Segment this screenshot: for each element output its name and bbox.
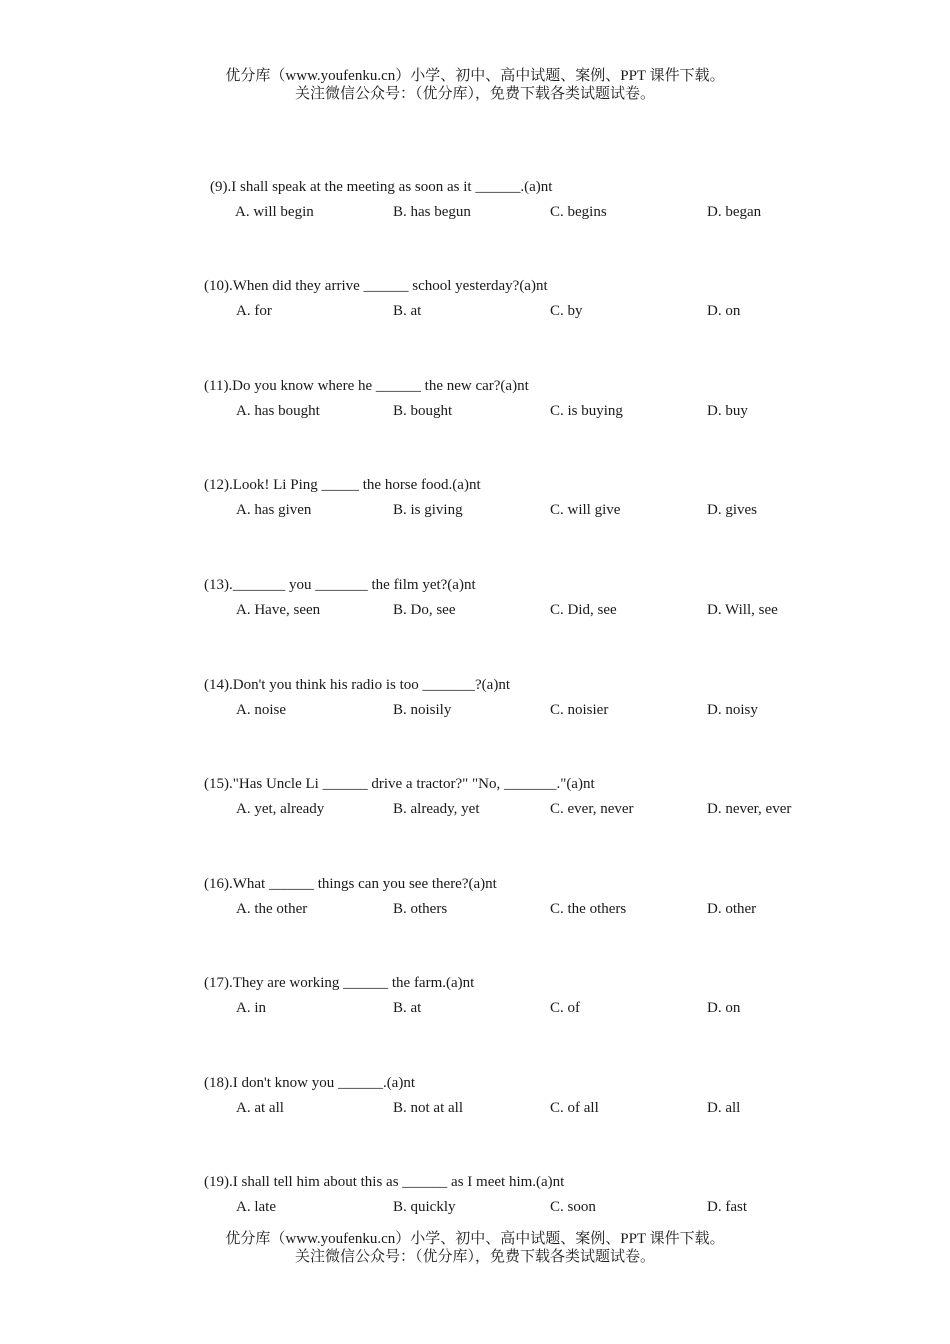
option-a: A. for <box>236 303 272 319</box>
option-a: A. has bought <box>236 403 320 419</box>
question-9 <box>0 178 950 228</box>
option-c: C. soon <box>550 1199 596 1215</box>
option-b: B. bought <box>393 403 453 419</box>
option-d: D. noisy <box>707 702 758 718</box>
option-c: C. is buying <box>550 403 623 419</box>
option-c: C. ever, never <box>550 801 634 817</box>
option-d: D. Will, see <box>707 602 778 618</box>
question-text: (14).Don't you think his radio is too _______?(a)nt <box>204 677 510 693</box>
question-text: (13)._______ you _______ the film yet?(a)nt <box>204 577 476 593</box>
option-d: D. all <box>707 1100 741 1116</box>
question-text: (11).Do you know where he ______ the new car?(a)nt <box>204 378 529 394</box>
question-13 <box>0 576 950 626</box>
option-c: C. by <box>550 303 583 319</box>
option-d: D. fast <box>707 1199 747 1215</box>
page-header <box>0 67 950 103</box>
question-text: (18).I don't know you ______.(a)nt <box>204 1075 416 1091</box>
question-text: (16).What ______ things can you see there?(a)nt <box>204 876 497 892</box>
question-14 <box>0 676 950 726</box>
option-b: B. at <box>393 303 422 319</box>
option-a: A. Have, seen <box>236 602 321 618</box>
option-b: B. at <box>393 1000 422 1016</box>
footer-line-2: 关注微信公众号：（优分库），免费下载各类试题试卷。 <box>294 1249 655 1265</box>
option-a: A. will begin <box>235 204 314 220</box>
question-11 <box>0 377 950 427</box>
option-b: B. is giving <box>393 502 463 518</box>
option-b: B. noisily <box>393 702 452 718</box>
option-c: C. of all <box>550 1100 599 1116</box>
option-a: A. in <box>236 1000 266 1016</box>
option-c: C. begins <box>550 204 607 220</box>
option-b: B. already, yet <box>393 801 480 817</box>
question-text: (9).I shall speak at the meeting as soon as it ______.(a)nt <box>210 179 553 195</box>
question-19 <box>0 1173 950 1223</box>
question-12 <box>0 476 950 526</box>
option-b: B. has begun <box>393 204 471 220</box>
option-d: D. on <box>707 303 741 319</box>
question-text: (17).They are working ______ the farm.(a)nt <box>204 975 475 991</box>
header-line-2: 关注微信公众号：（优分库），免费下载各类试题试卷。 <box>294 86 655 102</box>
footer-line-1: 优分库（www.youfenku.cn）小学、初中、高中试题、案例、PPT 课件下载。 <box>225 1231 725 1247</box>
page-footer <box>0 1230 950 1266</box>
option-c: C. the others <box>550 901 627 917</box>
question-10 <box>0 277 950 327</box>
option-b: B. not at all <box>393 1100 463 1116</box>
option-d: D. buy <box>707 403 748 419</box>
option-d: D. began <box>707 204 762 220</box>
question-18 <box>0 1074 950 1124</box>
question-text: (12).Look! Li Ping _____ the horse food.(a)nt <box>204 477 481 493</box>
question-text: (19).I shall tell him about this as ______ as I meet him.(a)nt <box>204 1174 565 1190</box>
question-text: (15)."Has Uncle Li ______ drive a tractor?" "No, _______."(a)nt <box>204 776 595 792</box>
option-d: D. never, ever <box>707 801 792 817</box>
option-c: C. Did, see <box>550 602 617 618</box>
question-text: (10).When did they arrive ______ school yesterday?(a)nt <box>204 278 548 294</box>
option-d: D. on <box>707 1000 741 1016</box>
option-b: B. quickly <box>393 1199 456 1215</box>
option-a: A. noise <box>236 702 286 718</box>
option-c: C. noisier <box>550 702 609 718</box>
question-16 <box>0 875 950 925</box>
option-a: A. has given <box>236 502 312 518</box>
header-line-1: 优分库（www.youfenku.cn）小学、初中、高中试题、案例、PPT 课件下载。 <box>225 68 725 84</box>
option-b: B. others <box>393 901 448 917</box>
option-b: B. Do, see <box>393 602 456 618</box>
option-d: D. other <box>707 901 757 917</box>
option-d: D. gives <box>707 502 757 518</box>
option-a: A. yet, already <box>236 801 325 817</box>
option-a: A. late <box>236 1199 276 1215</box>
option-a: A. at all <box>236 1100 284 1116</box>
option-a: A. the other <box>236 901 308 917</box>
question-15 <box>0 775 950 825</box>
option-c: C. will give <box>550 502 621 518</box>
question-17 <box>0 974 950 1024</box>
option-c: C. of <box>550 1000 580 1016</box>
